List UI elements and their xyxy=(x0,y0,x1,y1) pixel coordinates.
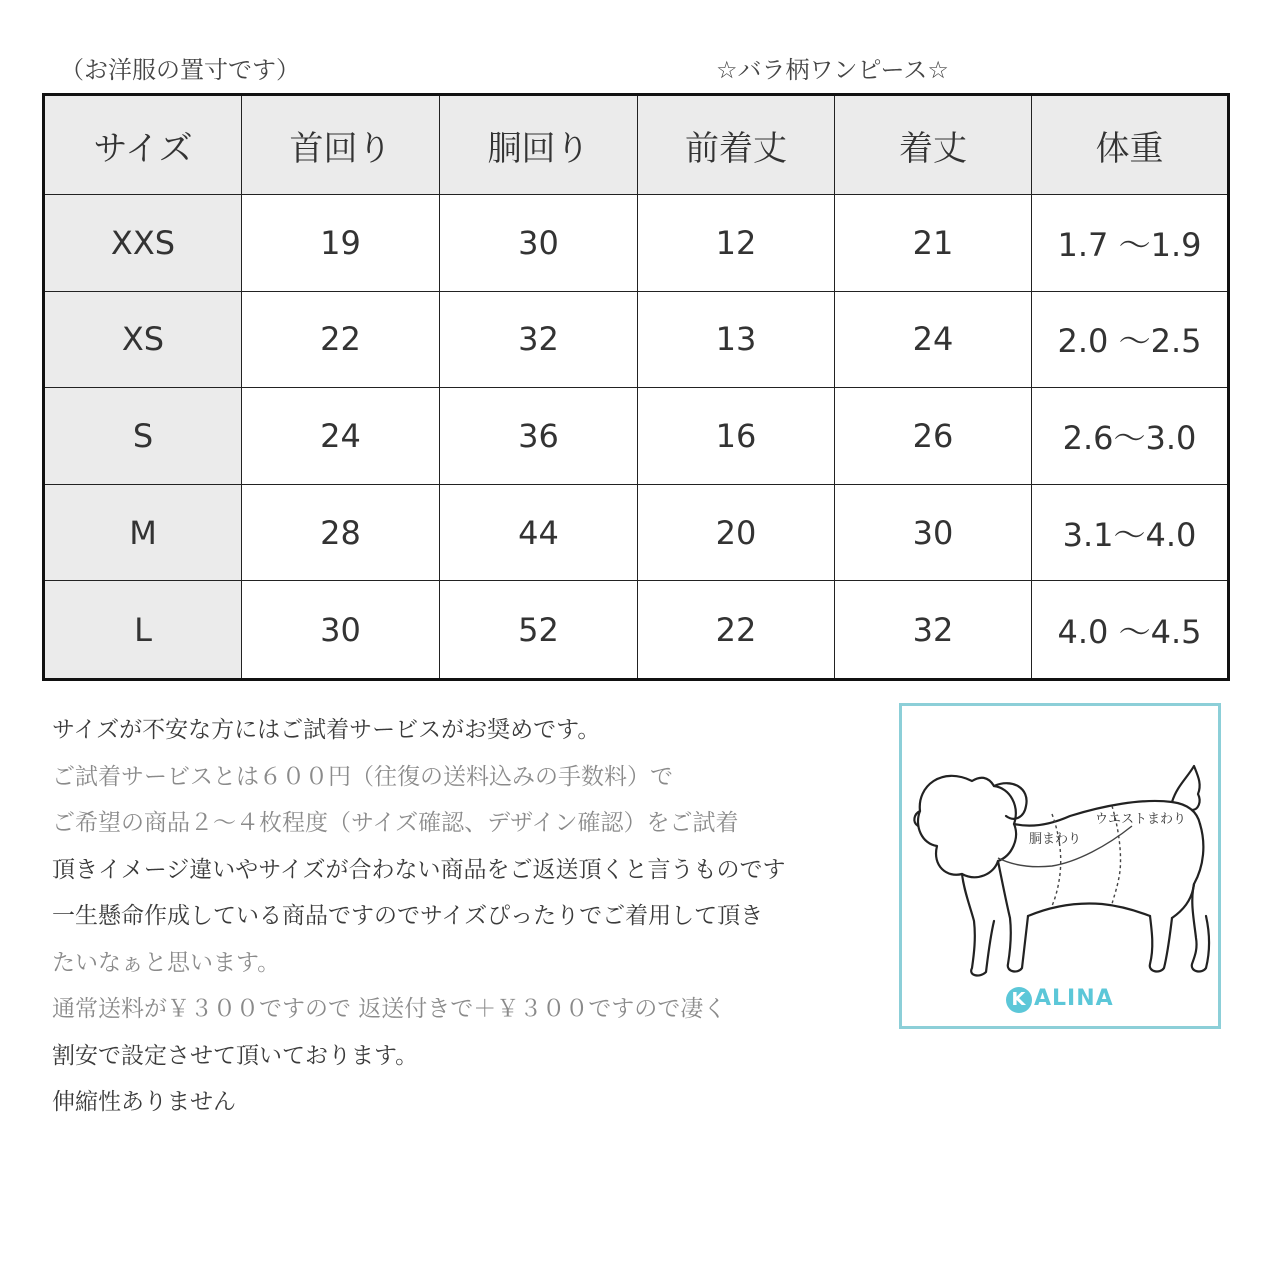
length-cell: 24 xyxy=(835,291,1032,388)
length-cell: 26 xyxy=(835,388,1032,485)
front-length-cell: 22 xyxy=(638,581,835,680)
waist-cell: 52 xyxy=(440,581,638,680)
front-length-cell: 12 xyxy=(638,195,835,292)
size-cell: XS xyxy=(44,291,242,388)
waist-cell: 36 xyxy=(440,388,638,485)
size-cell: XXS xyxy=(44,195,242,292)
brand-logo xyxy=(1006,986,1114,1013)
note-line: たいなぁと思います。 xyxy=(52,949,281,976)
note-line: サイズが不安な方にはご試着サービスがお奨めです。 xyxy=(52,717,601,743)
table-row xyxy=(44,388,1229,485)
weight-cell: 3.1〜4.0 xyxy=(1032,484,1229,581)
length-cell: 32 xyxy=(835,581,1032,680)
column-header-weight: 体重 xyxy=(1032,95,1229,195)
neck-cell: 30 xyxy=(242,581,440,680)
brand-logo-text: ALINA xyxy=(1034,986,1114,1011)
column-header-length: 着丈 xyxy=(835,95,1032,195)
note-line: 頂きイメージ違いやサイズが合わない商品をご返送頂くと言うものです xyxy=(52,856,786,883)
note-line: ご希望の商品２〜４枚程度（サイズ確認、デザイン確認）をご試着 xyxy=(52,810,739,836)
neck-cell: 28 xyxy=(242,484,440,581)
table-row xyxy=(44,581,1229,680)
note-line: ご試着サービスとは６００円（往復の送料込みの手数料）で xyxy=(52,763,673,790)
column-header-neck: 首回り xyxy=(242,95,440,195)
size-chart-table xyxy=(42,93,1230,681)
dog-outline-icon xyxy=(902,706,1218,1026)
body-label: 胴まわり xyxy=(1029,832,1082,847)
weight-cell: 2.0 〜2.5 xyxy=(1032,291,1229,388)
measurement-figure xyxy=(899,703,1221,1029)
product-title: ☆バラ柄ワンピース☆ xyxy=(716,56,949,84)
weight-cell: 4.0 〜4.5 xyxy=(1032,581,1229,680)
front-length-cell: 16 xyxy=(638,388,835,485)
weight-cell: 2.6〜3.0 xyxy=(1032,388,1229,485)
front-length-cell: 13 xyxy=(638,291,835,388)
size-cell: M xyxy=(44,484,242,581)
table-row xyxy=(44,484,1229,581)
waist-label: ウエストまわり xyxy=(1095,812,1187,827)
brand-logo-mark: K xyxy=(1006,987,1032,1013)
fitting-service-notes xyxy=(52,710,912,1129)
table-row xyxy=(44,291,1229,388)
front-length-cell: 20 xyxy=(638,484,835,581)
length-cell: 21 xyxy=(835,195,1032,292)
weight-cell: 1.7 〜1.9 xyxy=(1032,195,1229,292)
waist-cell: 32 xyxy=(440,291,638,388)
column-header-front-length: 前着丈 xyxy=(638,95,835,195)
note-line: 伸縮性ありません xyxy=(52,1089,236,1115)
note-line: 通常送料が￥３００ですので 返送付きで＋￥３００ですので凄く xyxy=(52,996,727,1022)
waist-cell: 30 xyxy=(440,195,638,292)
size-cell: L xyxy=(44,581,242,680)
table-row xyxy=(44,195,1229,292)
waist-cell: 44 xyxy=(440,484,638,581)
neck-cell: 22 xyxy=(242,291,440,388)
column-header-waist: 胴回り xyxy=(440,95,638,195)
neck-cell: 19 xyxy=(242,195,440,292)
length-cell: 30 xyxy=(835,484,1032,581)
size-cell: S xyxy=(44,388,242,485)
note-line: 割安で設定させて頂いております。 xyxy=(52,1042,419,1069)
caption-measurement-note: （お洋服の置寸です） xyxy=(60,56,300,84)
note-line: 一生懸命作成している商品ですのでサイズぴったりでご着用して頂き xyxy=(52,903,764,929)
column-header-size: サイズ xyxy=(44,95,242,195)
table-header-row xyxy=(44,95,1229,195)
neck-cell: 24 xyxy=(242,388,440,485)
